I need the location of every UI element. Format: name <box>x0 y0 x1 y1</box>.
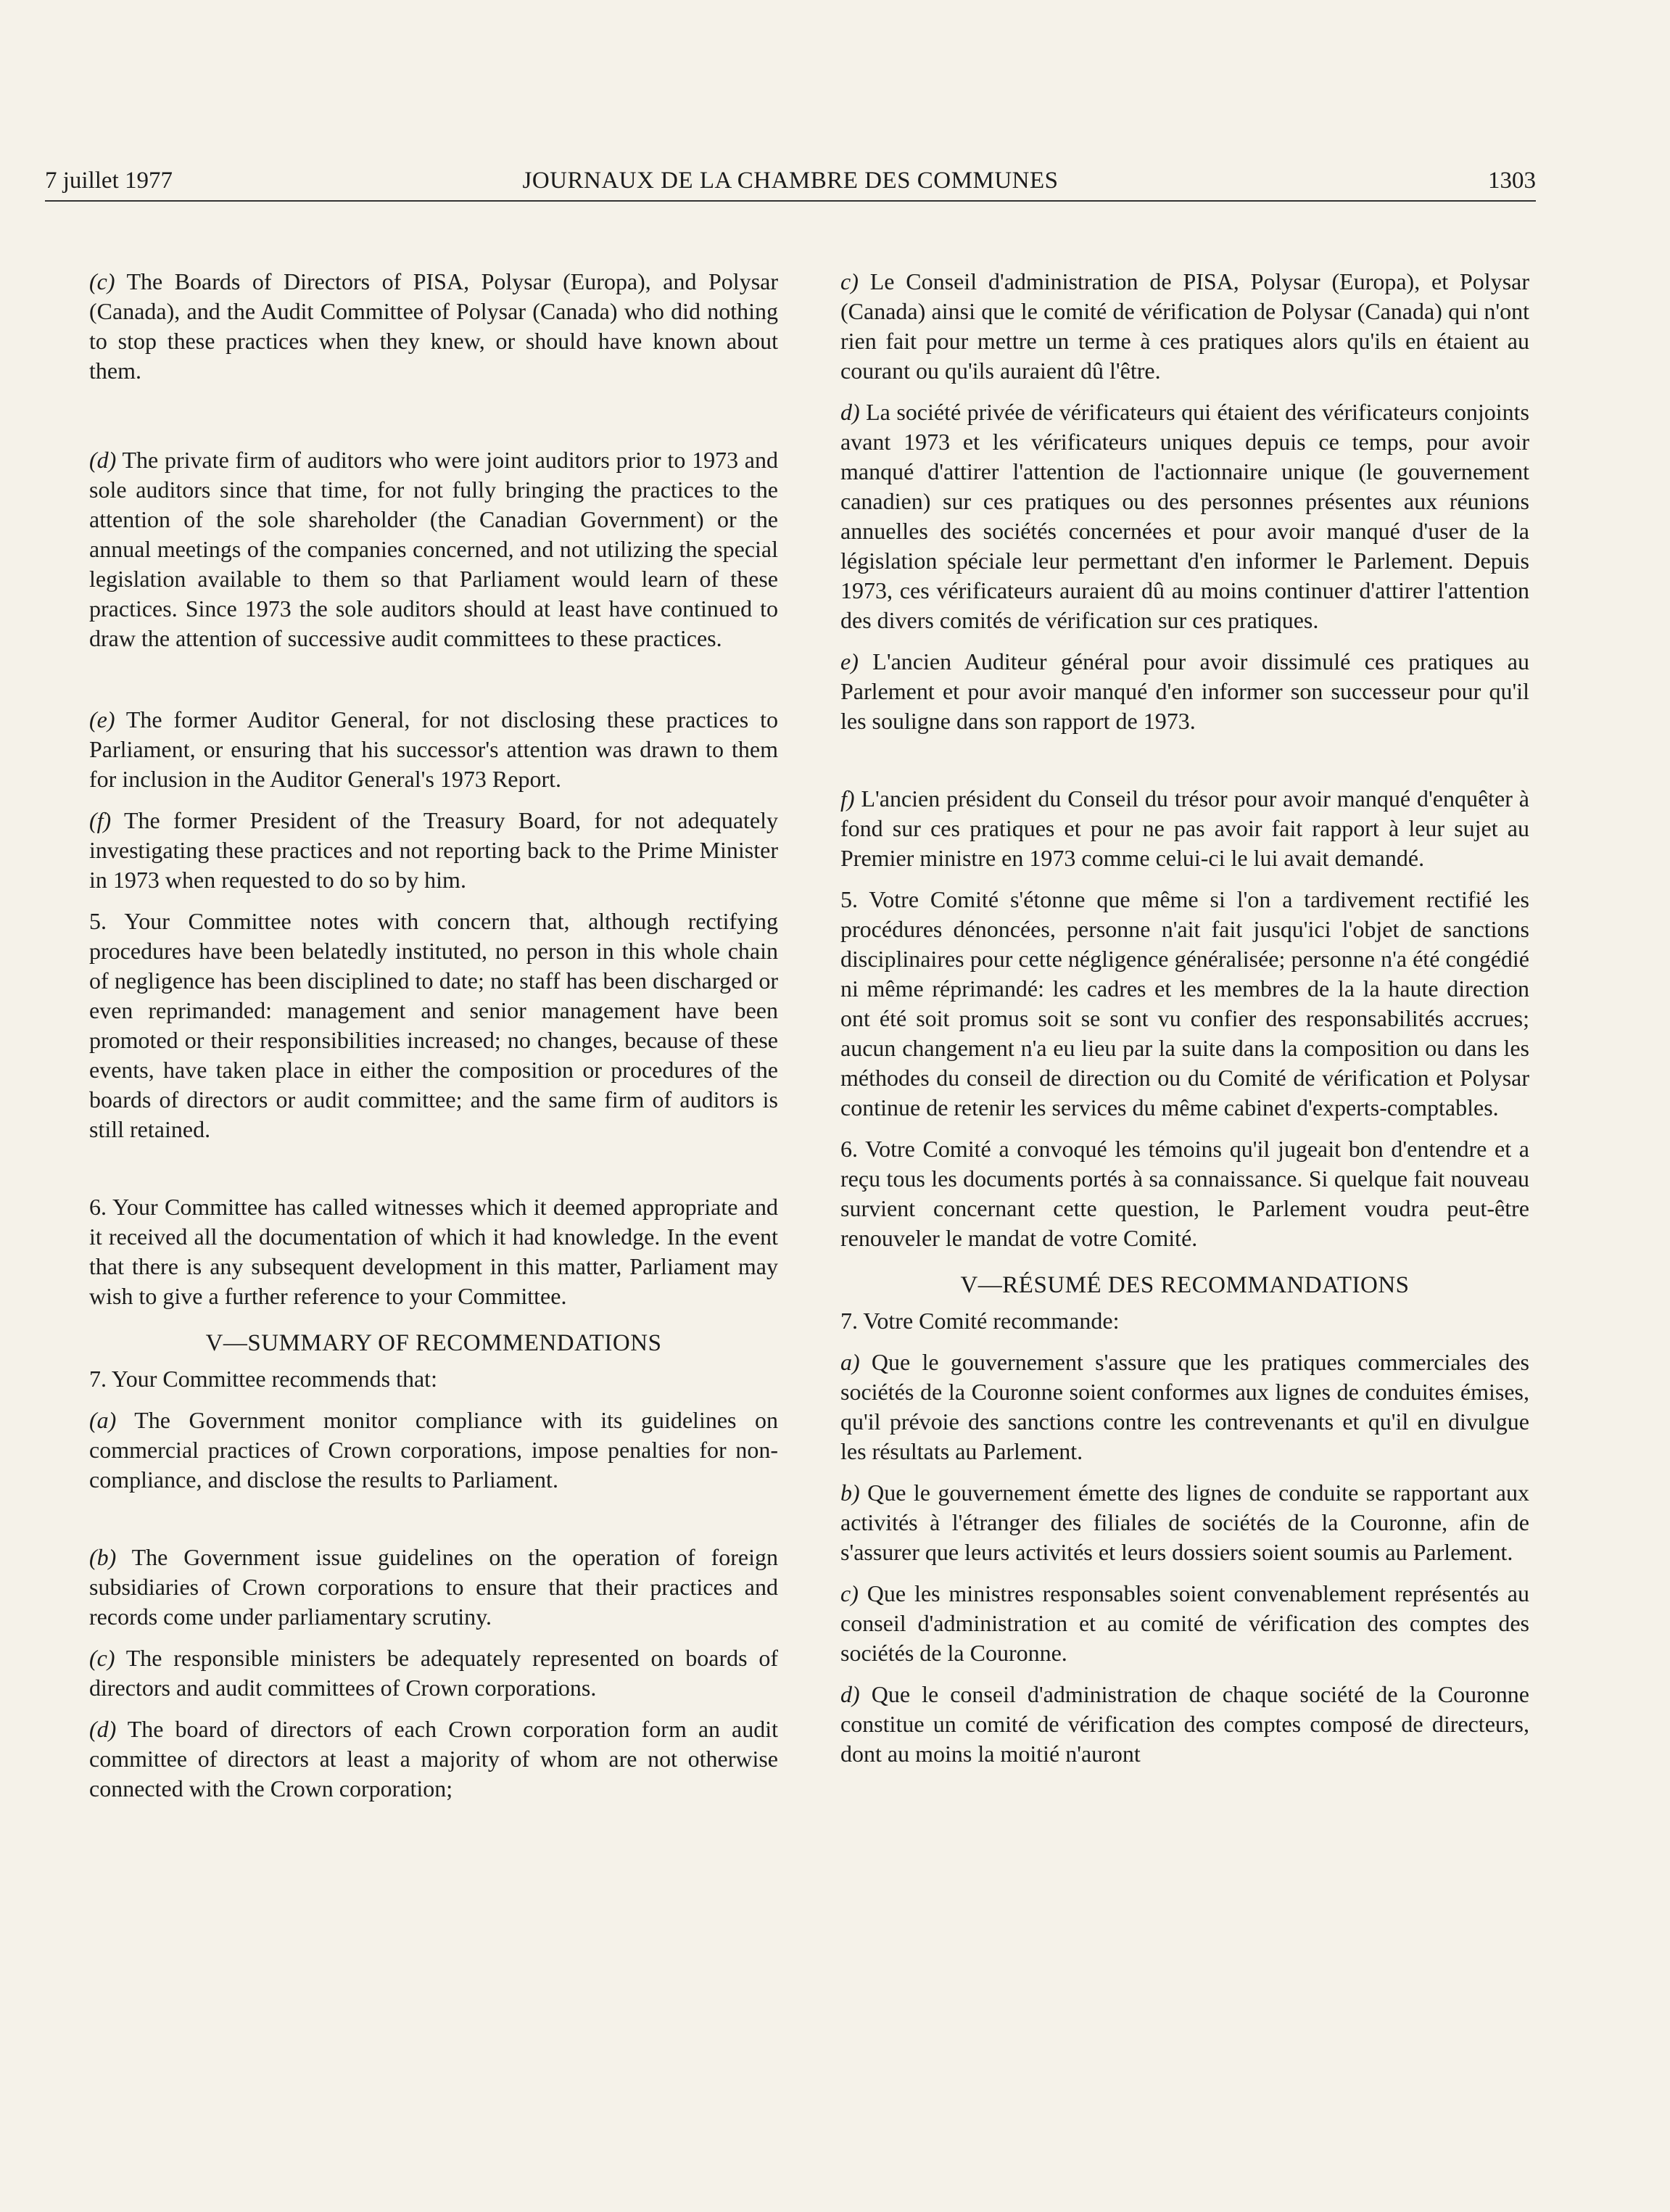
french-recommendation-c <box>840 1579 1529 1668</box>
english-item-c <box>89 267 778 386</box>
french-item-f <box>840 784 1529 873</box>
item-label: (c) <box>89 268 115 294</box>
item-text: Que les ministres responsables soient convenablement représentés au conseil d'administration et au comité de vérification des comptes des sociétés de la Couronne. <box>840 1580 1529 1666</box>
item-label: f) <box>840 785 855 812</box>
item-text: The private firm of auditors who were joint auditors prior to 1973 and sole auditors since that time, for not fully bringing the practices to the attention of the sole shareholder (the Canadian Government) or the annual meetings of the companies concerned, and not utilizing the special legislation available to them so that Parliament would learn of these practices. Since 1973 the sole auditors should at least have continued to draw the attention of successive audit committees to these practices. <box>89 447 778 651</box>
english-paragraph-5: 5. Your Committee notes with concern that, although rectifying procedures have been belatedly instituted, no person in this whole chain of negligence has been disciplined to date; no staff has been discharged or even reprimanded: management and senior management have been promoted or their responsibilities increased; no changes, because of these events, have taken place in either the composition or procedures of the boards of directors or audit committee; and the same firm of auditors is still retained. <box>89 908 778 1142</box>
french-paragraph-7: 7. Votre Comité recommande: <box>840 1308 1120 1334</box>
page-header <box>45 162 1536 199</box>
french-item-c <box>840 267 1529 386</box>
french-item-d <box>840 397 1529 635</box>
french-recommendation-b <box>840 1478 1529 1567</box>
item-label: b) <box>840 1480 860 1506</box>
french-recommendation-d <box>840 1680 1529 1769</box>
item-text: The former President of the Treasury Board, for not adequately investigating these practices and not reporting back to the Prime Minister in 1973 when requested to do so by him. <box>89 807 778 893</box>
english-item-f <box>89 806 778 895</box>
english-paragraph-6: 6. Your Committee has called witnesses which it deemed appropriate and it received all the documentation of which it had knowledge. In the event that there is any subsequent development in this matter, Parliament may wish to give a further reference to your Committee. <box>89 1194 778 1309</box>
item-label: (a) <box>89 1407 117 1433</box>
item-text: The Government monitor compliance with its guidelines on commercial practices of Crown corporations, impose penalties for non-compliance, and disclose the results to Parliament. <box>89 1407 778 1493</box>
item-text: Que le conseil d'administration de chaque société de la Couronne constitue un comité de vérification des comptes composé de directeurs, dont au moins la moitié n'auront <box>840 1681 1529 1767</box>
english-recommendation-d <box>89 1714 778 1804</box>
item-label: d) <box>840 1681 860 1707</box>
english-section-heading: V—SUMMARY OF RECOMMENDATIONS <box>205 1330 662 1356</box>
item-text: L'ancien président du Conseil du trésor pour avoir manqué d'enquêter à fond sur ces pratiques et pour ne pas avoir fait rapport à leur sujet au Premier ministre en 1973 comme celui-ci le lui avait demandé. <box>840 785 1529 871</box>
item-text: The Boards of Directors of PISA, Polysar (Europa), and Polysar (Canada), and the Audit Committee of Polysar (Canada) who did nothing to stop these practices when they knew, or should have known about them. <box>89 268 778 384</box>
english-item-e <box>89 705 778 794</box>
item-text: L'ancien Auditeur général pour avoir dissimulé ces pratiques au Parlement et pour avoir manqué d'en informer son successeur pour qu'il les souligne dans son rapport de 1973. <box>840 648 1529 734</box>
item-text: The former Auditor General, for not disclosing these practices to Parliament, or ensuring that his successor's attention was drawn to them for inclusion in the Auditor General's 1973 Report. <box>89 706 778 792</box>
french-paragraph-6: 6. Votre Comité a convoqué les témoins qu'il jugeait bon d'entendre et a reçu tous les documents portés à sa connaissance. Si quelque fait nouveau survient concernant cette question, le Parlement voudra peut-être renouveler le mandat de votre Comité. <box>840 1136 1529 1251</box>
item-text: The responsible ministers be adequately represented on boards of directors and audit committees of Crown corporations. <box>89 1645 778 1701</box>
item-label: d) <box>840 399 860 425</box>
english-recommendation-c <box>89 1643 778 1703</box>
item-text: The board of directors of each Crown corporation form an audit committee of directors at least a majority of whom are not otherwise connected with the Crown corporation; <box>89 1716 778 1802</box>
header-rule <box>45 200 1536 202</box>
english-item-d <box>89 445 778 653</box>
item-label: a) <box>840 1349 860 1375</box>
page-number: 1303 <box>1488 168 1536 194</box>
item-label: (d) <box>89 447 117 473</box>
item-label: (b) <box>89 1544 117 1570</box>
header-title: JOURNAUX DE LA CHAMBRE DES COMMUNES <box>522 168 1059 194</box>
item-text: The Government issue guidelines on the operation of foreign subsidiaries of Crown corporations to ensure that their practices and records come under parliamentary scrutiny. <box>89 1544 778 1630</box>
item-label: (c) <box>89 1645 115 1671</box>
french-section-heading: V—RÉSUMÉ DES RECOMMANDATIONS <box>960 1272 1410 1298</box>
item-label: (e) <box>89 706 115 732</box>
item-text: Le Conseil d'administration de PISA, Polysar (Europa), et Polysar (Canada) ainsi que le comité de vérification de Polysar (Canada) qui n'ont rien fait pour mettre un terme à ces pratiques alors qu'ils en étaient au courant ou qu'ils auraient dû l'être. <box>840 268 1529 384</box>
item-label: e) <box>840 648 859 674</box>
french-paragraph-5: 5. Votre Comité s'étonne que même si l'on a tardivement rectifié les procédures dénoncées, personne n'ait fait jusqu'ici l'objet de sanctions disciplinaires pour cette négligence généralisée; personne n'a été congédié ni même réprimandé: les cadres et les membres de la la haute direction ont été soit promus soit se sont vu confier des responsabilités accrues; aucun changement n'a eu lieu par la suite dans la composition ou dans les méthodes du conseil de direction ou du Comité de vérification et Polysar continue de retenir les services du même cabinet d'experts-comptables. <box>840 886 1529 1121</box>
item-text: Que le gouvernement émette des lignes de conduite se rapportant aux activités à l'étranger des filiales de sociétés de la Couronne, afin de s'assurer que leurs activités et leurs dossiers soient soumis au Parlement. <box>840 1480 1529 1565</box>
item-label: (d) <box>89 1716 117 1742</box>
french-column <box>840 267 1529 1769</box>
item-text: La société privée de vérificateurs qui étaient des vérificateurs conjoints avant 1973 et les vérificateurs uniques depuis ce temps, pour avoir manqué d'attirer l'attention de l'actionnaire unique (le gouvernement canadien) sur ces pratiques ou des personnes présentes aux réunions annuelles des sociétés concernées et pour avoir manqué d'user de la législation spéciale leur permettant d'en informer le Parlement. Depuis 1973, ces vérificateurs auraient dû au moins continuer d'attirer l'attention des divers comités de vérification sur ces pratiques. <box>840 399 1529 633</box>
item-label: (f) <box>89 807 112 833</box>
item-label: c) <box>840 1580 859 1606</box>
english-column <box>89 267 778 1804</box>
item-text: Que le gouvernement s'assure que les pratiques commerciales des sociétés de la Couronne soient conformes aux lignes de conduites émises, qu'il prévoie des sanctions contre les contrevenants et qu'il en divulgue les résultats au Parlement. <box>840 1349 1529 1464</box>
english-recommendation-a <box>89 1406 778 1495</box>
french-item-e <box>840 647 1529 736</box>
english-paragraph-7: 7. Your Committee recommends that: <box>89 1366 437 1392</box>
header-date: 7 juillet 1977 <box>45 168 173 194</box>
french-recommendation-a <box>840 1348 1529 1466</box>
english-recommendation-b <box>89 1543 778 1632</box>
item-label: c) <box>840 268 859 294</box>
